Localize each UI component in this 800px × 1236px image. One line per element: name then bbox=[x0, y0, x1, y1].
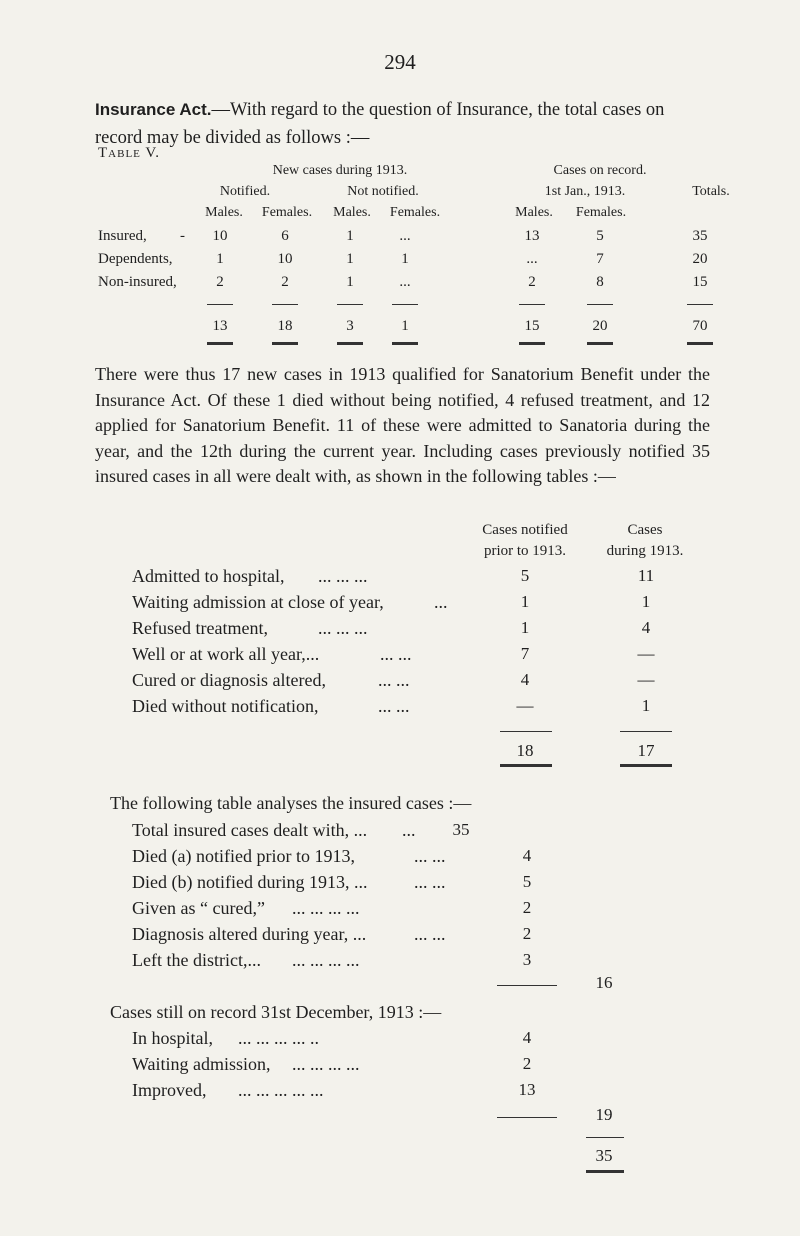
cell: 7 bbox=[596, 251, 604, 267]
intro-paragraph bbox=[95, 96, 715, 152]
hdr-males-1: Males. bbox=[205, 205, 243, 220]
hdr-females-3: Females. bbox=[575, 205, 627, 220]
analysis-row-label: Diagnosis altered during year, ... bbox=[132, 924, 367, 944]
double-rule bbox=[392, 342, 418, 345]
total-cell: 15 bbox=[524, 318, 540, 334]
sum-rule bbox=[519, 304, 545, 305]
outcome-prior: 4 bbox=[520, 670, 530, 689]
cell: 15 bbox=[692, 274, 708, 290]
outcome-prior: 7 bbox=[520, 644, 530, 663]
hdr-males-3: Males. bbox=[515, 205, 553, 220]
leader-dots: ... ... bbox=[414, 924, 446, 944]
table-label: Table V. bbox=[98, 145, 161, 161]
cell: 10 bbox=[277, 251, 293, 267]
cell: 2 bbox=[528, 274, 536, 290]
body-paragraph: There were thus 17 new cases in 1913 qualified for Sanatorium Benefit under the Insurance Act. Of these 1 died without being notified, 4 refused treatment, and 12 applied for Sanatorium Benefit. 11 of these were admitted to Sanatoria during the year, and the 12th during the current year. Including cases previously notified 35 insured cases in all were dealt with, as shown in the following tables :— bbox=[95, 364, 710, 486]
total-cell: 20 bbox=[592, 318, 608, 334]
outcome-during: 11 bbox=[637, 566, 655, 585]
analysis-row-label: Died (b) notified during 1913, ... bbox=[132, 872, 368, 892]
intro-text: —With regard to the question of Insurance, the total cases on record may be divided as follows :— bbox=[95, 100, 665, 148]
double-rule bbox=[500, 764, 552, 767]
row-dash: - bbox=[180, 228, 185, 244]
intro-heading: Insurance Act. bbox=[95, 100, 212, 119]
cell: 13 bbox=[524, 228, 540, 244]
outcome-prior: — bbox=[516, 696, 534, 715]
leader-dots: ... ... ... bbox=[318, 618, 368, 638]
sum-rule bbox=[337, 304, 363, 305]
analysis-total-value: 35 bbox=[452, 820, 470, 839]
sum-rule bbox=[497, 985, 557, 986]
totals-header: Totals. bbox=[692, 184, 730, 199]
analysis-row-value: 2 bbox=[522, 924, 532, 943]
still-row-label: Waiting admission, bbox=[132, 1054, 271, 1074]
sum-rule bbox=[587, 304, 613, 305]
analysis-row-label: Given as “ cured,” bbox=[132, 898, 265, 918]
col-header-prior-l1: Cases notified bbox=[482, 522, 568, 538]
row-label-non-insured: Non-insured, bbox=[98, 274, 177, 290]
hdr-males-2: Males. bbox=[333, 205, 371, 220]
outcome-row-label: Admitted to hospital, bbox=[132, 566, 285, 586]
double-rule bbox=[519, 342, 545, 345]
analysis-row-value: 4 bbox=[522, 846, 532, 865]
sum-rule bbox=[207, 304, 233, 305]
outcome-row-label: Well or at work all year,... bbox=[132, 644, 320, 664]
row-label-dependents: Dependents, bbox=[98, 251, 173, 267]
sum-rule bbox=[620, 731, 672, 732]
analysis-subtotal-1: 16 bbox=[595, 973, 613, 992]
cell: ... bbox=[399, 274, 411, 290]
analysis-row-value: 5 bbox=[522, 872, 532, 891]
leader-dots: ... ... ... bbox=[318, 566, 368, 586]
double-rule bbox=[687, 342, 713, 345]
leader-dots: ... ... ... ... bbox=[292, 950, 360, 970]
double-rule bbox=[586, 1170, 624, 1173]
double-rule bbox=[207, 342, 233, 345]
outcome-during: 1 bbox=[641, 696, 651, 715]
outcome-row-label: Waiting admission at close of year, bbox=[132, 592, 384, 612]
outcome-total-during: 17 bbox=[637, 741, 655, 760]
sub-not-notified: Not notified. bbox=[347, 184, 419, 199]
cell: 10 bbox=[212, 228, 228, 244]
outcome-row-label: Refused treatment, bbox=[132, 618, 268, 638]
cell: 1 bbox=[346, 274, 354, 290]
total-cell: 3 bbox=[346, 318, 354, 334]
leader-dots: ... ... bbox=[378, 696, 410, 716]
double-rule bbox=[337, 342, 363, 345]
total-cell: 1 bbox=[401, 318, 409, 334]
double-rule bbox=[272, 342, 298, 345]
hdr-females-1: Females. bbox=[261, 205, 313, 220]
cell: 8 bbox=[596, 274, 604, 290]
analysis-row-label: Died (a) notified prior to 1913, bbox=[132, 846, 355, 866]
hdr-females-2: Females. bbox=[389, 205, 441, 220]
analysis-row-value: 3 bbox=[522, 950, 532, 969]
outcome-during: — bbox=[637, 644, 655, 663]
cell: 5 bbox=[596, 228, 604, 244]
row-label-insured: Insured, bbox=[98, 228, 147, 244]
sum-rule bbox=[500, 731, 552, 732]
cell: ... bbox=[399, 228, 411, 244]
outcome-prior: 1 bbox=[520, 592, 530, 611]
leader-dots: ... bbox=[434, 592, 448, 612]
analysis-total-label: Total insured cases dealt with, ... bbox=[132, 820, 368, 840]
outcome-prior: 1 bbox=[520, 618, 530, 637]
cell: 1 bbox=[401, 251, 409, 267]
total-cell: 18 bbox=[277, 318, 293, 334]
analysis-intro: The following table analyses the insured cases :— bbox=[110, 793, 472, 813]
outcome-row-label: Cured or diagnosis altered, bbox=[132, 670, 326, 690]
outcome-during: — bbox=[637, 670, 655, 689]
col-header-prior-l2: prior to 1913. bbox=[483, 543, 567, 559]
outcome-during: 4 bbox=[641, 618, 651, 637]
cell: 2 bbox=[216, 274, 224, 290]
outcome-row-label: Died without notification, bbox=[132, 696, 319, 716]
cell: 6 bbox=[281, 228, 289, 244]
total-cell: 13 bbox=[212, 318, 228, 334]
sub-notified: Notified. bbox=[219, 184, 271, 199]
analysis-row-value: 2 bbox=[522, 898, 532, 917]
analysis-row-label: Left the district,... bbox=[132, 950, 261, 970]
group-cases-on-record: Cases on record. bbox=[553, 163, 647, 178]
sum-rule bbox=[392, 304, 418, 305]
leader-dots: ... ... bbox=[414, 872, 446, 892]
still-row-value: 13 bbox=[518, 1080, 536, 1099]
group-new-cases: New cases during 1913. bbox=[272, 163, 408, 178]
sum-rule bbox=[687, 304, 713, 305]
double-rule bbox=[620, 764, 672, 767]
cell: 2 bbox=[281, 274, 289, 290]
leader-dots: ... bbox=[402, 820, 416, 840]
leader-dots: ... ... ... ... bbox=[292, 1054, 360, 1074]
double-rule bbox=[587, 342, 613, 345]
still-row-label: In hospital, bbox=[132, 1028, 213, 1048]
leader-dots: ... ... ... ... ... bbox=[238, 1080, 324, 1100]
sub-jan-1913: 1st Jan., 1913. bbox=[544, 184, 626, 199]
leader-dots: ... ... bbox=[380, 644, 412, 664]
still-row-value: 4 bbox=[522, 1028, 532, 1047]
still-on-record-label: Cases still on record 31st December, 1913 :— bbox=[110, 1002, 442, 1022]
sum-rule bbox=[272, 304, 298, 305]
analysis-subtotal-2: 19 bbox=[595, 1105, 613, 1124]
sum-rule bbox=[497, 1117, 557, 1118]
total-cell: 70 bbox=[692, 318, 708, 334]
cell: 1 bbox=[346, 228, 354, 244]
still-row-label: Improved, bbox=[132, 1080, 207, 1100]
cell: 1 bbox=[216, 251, 224, 267]
cell: 20 bbox=[692, 251, 708, 267]
still-row-value: 2 bbox=[522, 1054, 532, 1073]
leader-dots: ... ... bbox=[414, 846, 446, 866]
leader-dots: ... ... bbox=[378, 670, 410, 690]
outcome-during: 1 bbox=[641, 592, 651, 611]
cell: 35 bbox=[692, 228, 708, 244]
leader-dots: ... ... ... ... .. bbox=[238, 1028, 319, 1048]
col-header-during-l1: Cases bbox=[627, 522, 663, 538]
cell: 1 bbox=[346, 251, 354, 267]
analysis-grand-total: 35 bbox=[595, 1146, 613, 1165]
leader-dots: ... ... ... ... bbox=[292, 898, 360, 918]
page-number: 294 bbox=[384, 50, 416, 74]
cell: ... bbox=[526, 251, 538, 267]
sum-rule bbox=[586, 1137, 624, 1138]
outcome-prior: 5 bbox=[520, 566, 530, 585]
col-header-during-l2: during 1913. bbox=[606, 543, 684, 559]
outcome-total-prior: 18 bbox=[516, 741, 534, 760]
